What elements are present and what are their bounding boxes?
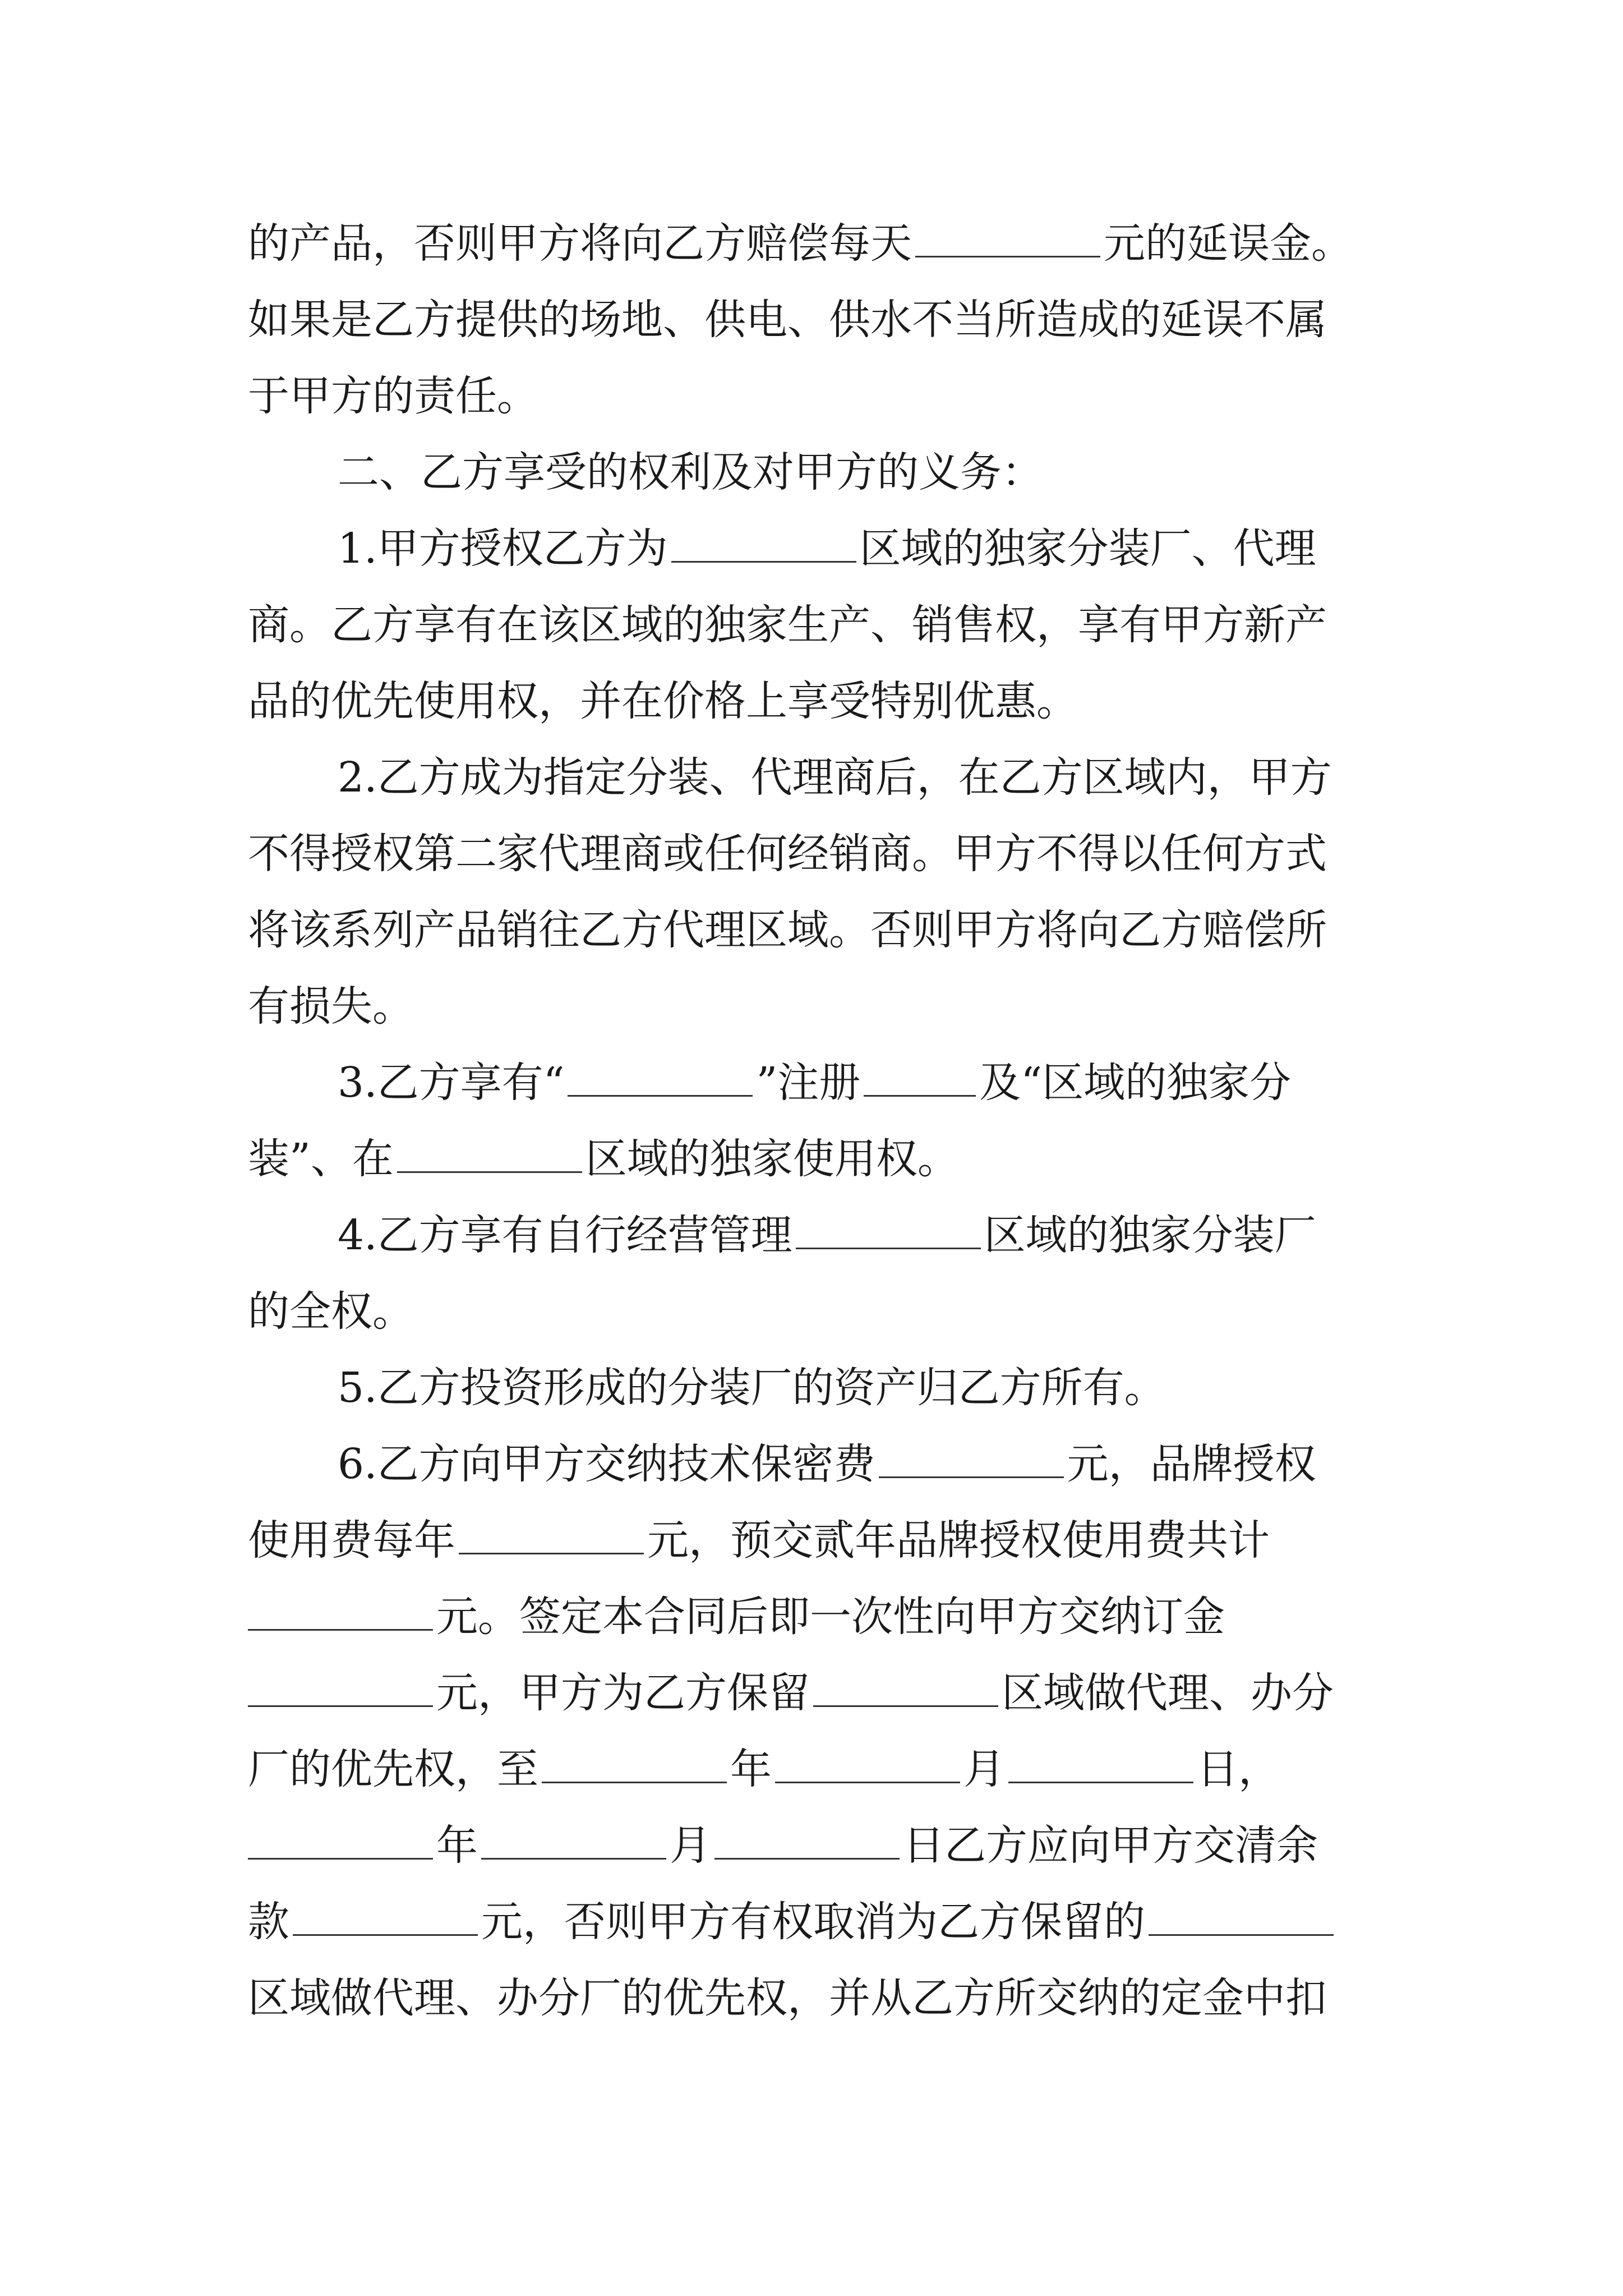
fill-in-blank	[775, 1747, 960, 1783]
text-segment: 的全权。	[248, 1287, 414, 1336]
text-segment: 区域的独家分装厂	[984, 1211, 1316, 1259]
text-segment: 日乙方应向甲方交清余	[903, 1821, 1318, 1870]
paragraph-line	[248, 586, 1386, 664]
text-segment: 元，预交贰年品牌授权使用费共计	[647, 1516, 1270, 1565]
text-segment: 元的延误金。	[1104, 219, 1353, 268]
text-segment: 区域做代理、办分厂的优先权，并从乙方所交纳的定金中扣	[248, 1974, 1327, 2022]
text-segment: 年	[436, 1821, 478, 1870]
paragraph-line	[248, 815, 1386, 893]
fill-in-blank	[796, 1213, 981, 1249]
paragraph-line	[248, 204, 1386, 283]
fill-in-blank	[481, 1823, 666, 1860]
paragraph-line	[248, 662, 1386, 740]
text-segment: ”注册	[756, 1059, 861, 1107]
text-segment: 使用费每年	[248, 1516, 455, 1565]
clause-line	[338, 1196, 1386, 1274]
text-segment: 日，	[1197, 1745, 1280, 1793]
text-segment: 于甲方的责任。	[248, 372, 538, 420]
fill-in-blank	[864, 1060, 976, 1097]
text-segment: 2.乙方成为指定分装、代理商后，在乙方区域内，甲方	[338, 753, 1332, 802]
text-segment: 元。签定本合同后即一次性向甲方交纳订金	[436, 1593, 1225, 1641]
fill-in-blank	[671, 526, 856, 563]
text-segment: 二、乙方享受的权利及对甲方的义务：	[338, 448, 1043, 496]
text-segment: 3.乙方享有“	[338, 1059, 565, 1107]
paragraph-line	[248, 357, 1386, 435]
text-segment: 元，品牌授权	[1067, 1440, 1316, 1488]
section-heading	[338, 433, 1386, 512]
paragraph-line	[248, 1959, 1386, 2037]
fill-in-blank	[813, 1671, 998, 1707]
text-segment: 6.乙方向甲方交纳技术保密费	[338, 1440, 875, 1488]
clause-line	[338, 1349, 1386, 1427]
paragraph-line	[248, 1806, 1386, 1885]
text-segment: 区域的独家使用权。	[585, 1135, 959, 1183]
clause-line	[338, 1425, 1386, 1503]
text-segment: 装”、在	[248, 1135, 394, 1183]
fill-in-blank	[879, 1442, 1064, 1478]
text-segment: 商。乙方享有在该区域的独家生产、销售权，享有甲方新产	[248, 601, 1327, 649]
fill-in-blank	[248, 1823, 433, 1860]
fill-in-blank	[1149, 1899, 1334, 1936]
text-segment: 有损失。	[248, 982, 414, 1030]
text-segment: 及“区域的独家分	[979, 1059, 1292, 1107]
text-segment: 将该系列产品销往乙方代理区域。否则甲方将向乙方赔偿所	[248, 906, 1327, 954]
fill-in-blank	[714, 1823, 900, 1860]
paragraph-line	[248, 1272, 1386, 1351]
text-segment: 5.乙方投资形成的分装厂的资产归乙方所有。	[338, 1364, 1166, 1412]
clause-line	[338, 1043, 1386, 1122]
text-segment: 的产品，否则甲方将向乙方赔偿每天	[248, 219, 912, 268]
fill-in-blank	[542, 1747, 727, 1783]
paragraph-line	[248, 1654, 1386, 1732]
text-segment: 区域的独家分装厂、代理	[859, 524, 1316, 573]
paragraph-line	[248, 1501, 1386, 1580]
text-segment: 厂的优先权，至	[248, 1745, 538, 1793]
fill-in-blank	[915, 221, 1100, 257]
paragraph-line	[248, 891, 1386, 969]
fill-in-blank	[568, 1060, 753, 1097]
fill-in-blank	[397, 1137, 582, 1173]
text-segment: 月	[963, 1745, 1005, 1793]
text-segment: 不得授权第二家代理商或任何经销商。甲方不得以任何方式	[248, 830, 1327, 878]
text-segment: 元，甲方为乙方保留	[436, 1669, 810, 1717]
fill-in-blank	[293, 1899, 478, 1936]
text-segment: 1.甲方授权乙方为	[338, 524, 668, 573]
paragraph-line	[248, 1577, 1386, 1656]
paragraph-line	[248, 1883, 1386, 1961]
text-segment: 如果是乙方提供的场地、供电、供水不当所造成的延误不属	[248, 296, 1327, 344]
fill-in-blank	[1008, 1747, 1193, 1783]
text-segment: 4.乙方享有自行经营管理	[338, 1211, 792, 1259]
text-segment: 月	[670, 1821, 711, 1870]
clause-line	[338, 738, 1386, 817]
text-segment: 品的优先使用权，并在价格上享受特别优惠。	[248, 677, 1078, 725]
fill-in-blank	[248, 1594, 433, 1631]
fill-in-blank	[248, 1671, 433, 1707]
paragraph-line	[248, 280, 1386, 359]
fill-in-blank	[459, 1518, 644, 1554]
text-segment: 区域做代理、办分	[1002, 1669, 1334, 1717]
text-segment: 款	[248, 1898, 289, 1946]
paragraph-line	[248, 1730, 1386, 1809]
text-segment: 元，否则甲方有权取消为乙方保留的	[481, 1898, 1145, 1946]
text-segment: 年	[730, 1745, 772, 1793]
paragraph-line	[248, 967, 1386, 1046]
clause-line	[338, 509, 1386, 588]
paragraph-line	[248, 1120, 1386, 1198]
